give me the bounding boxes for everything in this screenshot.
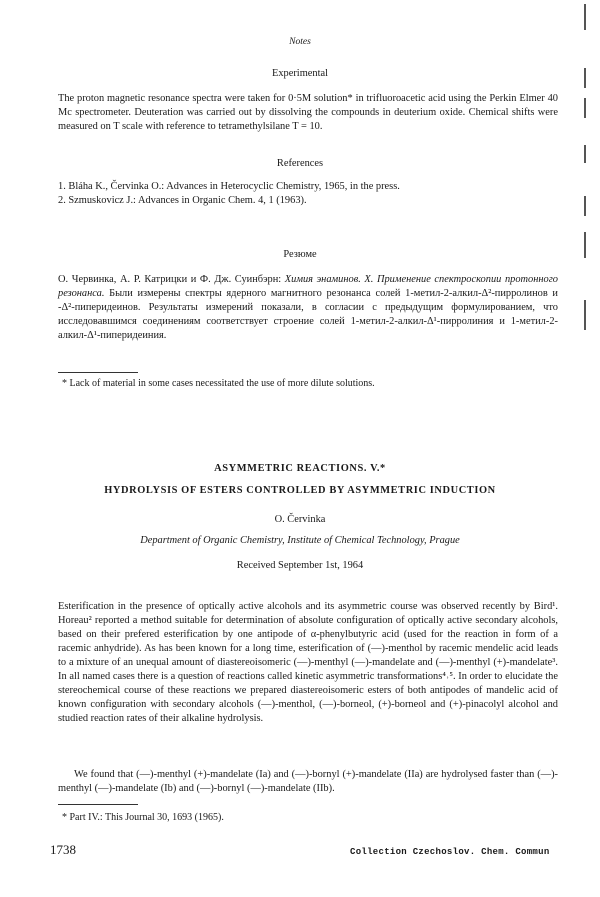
footnote-top: * Lack of material in some cases necessitated the use of more dilute solutions. [62, 378, 375, 389]
article-paragraph-1: Esterification in the presence of optically active alcohols and its asymmetric course was observed recently by Bird¹. Horeau² reported a method suitable for determination of absolute configuration of optically active secondary alcohols, based on their prefered esterification by one antipode of α-phenylbutyric acid (used for the reaction in form of a racemic anhydride). As has been known for a long time, esterification of (—)-menthol by racemic mendelic acid leads to a mixture of an unequal amount of diastereoisomeric (—)-menthyl (—)-mandelate and (—)-menthyl (+)-mandelate³. In all named cases there is a question of reactions called kinetic asymmetric transformations⁴˒⁵. In order to elucidate the stereochemical course of these reactions we prepared diastereoisomeric esters of both antipodes of mandelic acid of known configuration with secondary alcohols (—)-menthol, (—)-borneol, (+)-borneol and (+)-pinacolyl alcohol and studied reaction rates of their alkaline hydrolysis. [58, 601, 558, 724]
journal-name: Collection Czechoslov. Chem. Commun [350, 847, 550, 857]
article-title-line1: ASYMMETRIC REACTIONS. V.* [214, 463, 386, 474]
margin-bar [584, 196, 586, 216]
resume-authors: О. Червинка, А. Р. Катрицки и Ф. Дж. Суинбэрн: [58, 274, 282, 285]
references-heading: References [276, 158, 324, 169]
margin-bar [584, 98, 586, 118]
resume-article-title: Химия энаминов. Х. Применение спектроскопии протонного резонанса. [58, 274, 558, 299]
experimental-text: The proton magnetic resonance spectra were taken for 0·5M solution* in trifluoroacetic acid using the Perkin Elmer 40 Mc spectrometer. Deuteration was carried out by dissolving the compounds in deuterium oxide. Chemical shifts were measured on T scale with reference to tetramethylsilane T = 10. [58, 93, 558, 132]
page-number: 1738 [50, 842, 76, 857]
footnote-rule [58, 804, 138, 805]
resume-block [58, 273, 558, 343]
footnote-rule [58, 372, 138, 373]
margin-bar [584, 4, 586, 30]
article-affiliation: Department of Organic Chemistry, Institute of Chemical Technology, Prague [140, 535, 460, 546]
references-list [58, 180, 558, 208]
resume-text: Были измерены спектры ядерного магнитного резонанса солей 1-метил-2-алкил-Δ²-пирролинов и -Δ²-пиперидеинов. Результаты измерений показали, в согласии с предыдущим формулированием, что исследовавшимся соединениям соответствует строение солей 1-метил-2-алкил-Δ¹-пирролиния и 1-метил-2-алкил-Δ¹-пиперидеиния. [58, 288, 558, 341]
running-head: Notes [289, 36, 311, 47]
experimental-heading: Experimental [272, 68, 328, 79]
article-received: Received September 1st, 1964 [236, 560, 364, 571]
margin-bar [584, 300, 586, 330]
resume-heading: Резюме [283, 249, 317, 260]
reference-item: 1. Bláha K., Červinka O.: Advances in Heterocyclic Chemistry, 1965, in the press. [58, 181, 400, 192]
footnote-bottom: * Part IV.: This Journal 30, 1693 (1965). [62, 812, 224, 823]
reference-item: 2. Szmuskovicz J.: Advances in Organic Chem. 4, 1 (1963). [58, 195, 307, 206]
article-title-line2: HYDROLYSIS OF ESTERS CONTROLLED BY ASYMMETRIC INDUCTION [104, 485, 496, 496]
article-paragraph-2: We found that (—)-menthyl (+)-mandelate (Ia) and (—)-bornyl (+)-mandelate (IIa) are hydrolysed faster than (—)-menthyl (—)-mandelate (Ib) and (—)-bornyl (—)-mandelate (IIb). [58, 769, 558, 794]
article-author: O. Červinka [274, 514, 326, 525]
